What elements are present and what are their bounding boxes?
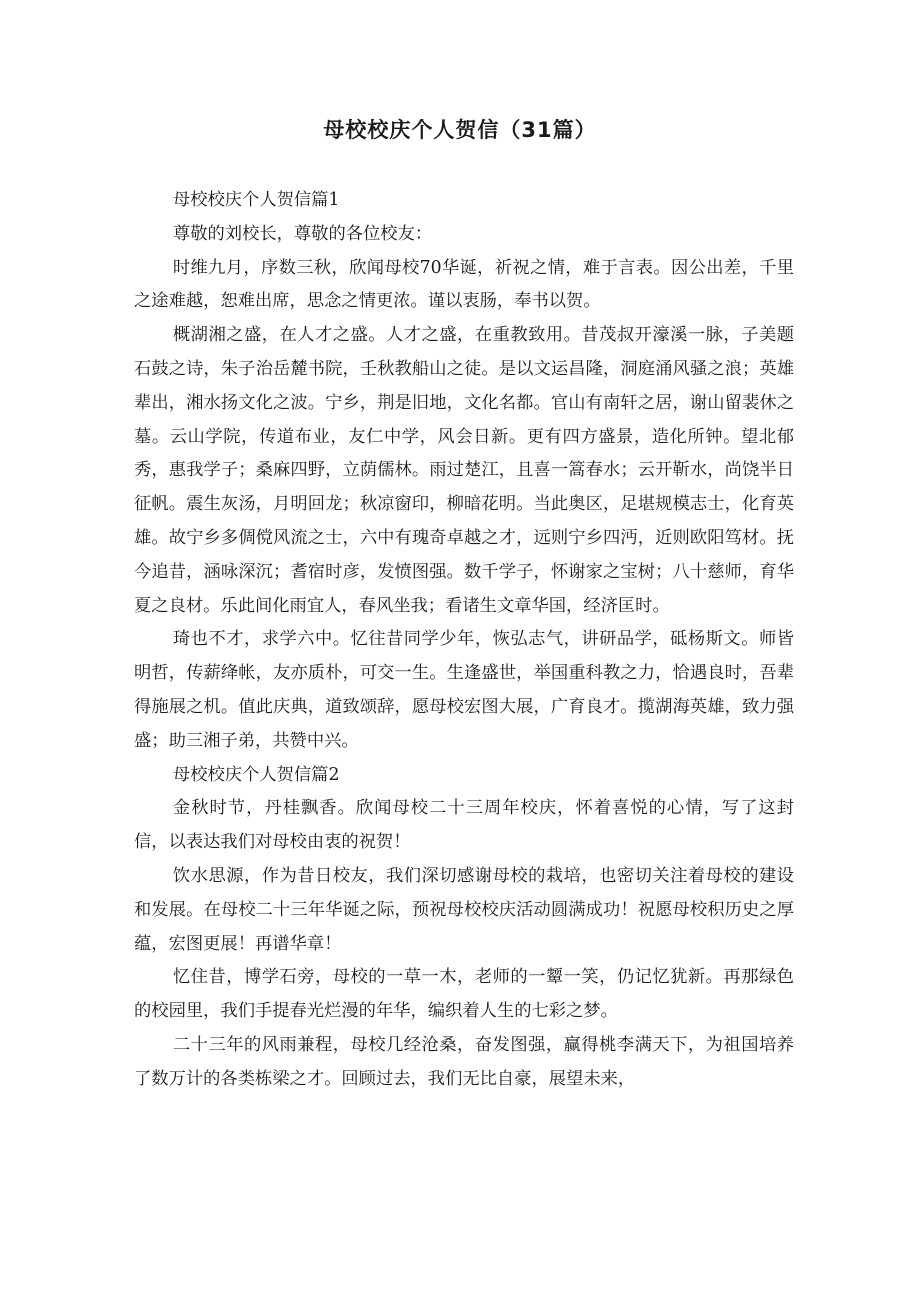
document-body [134, 184, 794, 1097]
section-heading-1: 母校校庆个人贺信篇1 [172, 190, 340, 210]
document-title: 母校校庆个人贺信（31篇） [323, 118, 597, 142]
body-paragraph: 琦也不才，求学六中。忆往昔同学少年，恢弘志气，讲研品学，砥杨斯文。师皆明哲，传薪绛帐，友亦质朴，可交一生。生逢盛世，举国重科教之力，恰遇良时，吾辈得施展之机。值此庆典，道致颂辞，愿母校宏图大展，广育良才。揽湖海英雄，致力强盛；助三湘子弟，共赞中兴。 [134, 629, 794, 751]
body-paragraph: 饮水思源，作为昔日校友，我们深切感谢母校的栽培，也密切关注着母校的建设和发展。在母校二十三年华诞之际，预祝母校校庆活动圆满成功！祝愿母校积历史之厚蕴，宏图更展！再谱华章！ [134, 865, 794, 954]
section-heading-2: 母校校庆个人贺信篇2 [172, 764, 340, 785]
body-paragraph: 忆住昔，博学石旁，母校的一草一木，老师的一颦一笑，仍记忆犹新。再那绿色的校园里，我们手提春光烂漫的年华，编织着人生的七彩之梦。 [134, 967, 794, 1022]
body-paragraph: 金秋时节，丹桂飘香。欣闻母校二十三周年校庆，怀着喜悦的心情，写了这封信，以表达我们对母校由衷的祝贺！ [134, 798, 794, 853]
body-paragraph: 概湖湘之盛，在人才之盛。人才之盛，在重教致用。昔茂叔开濠溪一脉，子美题石鼓之诗，朱子治岳麓书院，壬秋教船山之徒。是以文运昌隆，洞庭涌风骚之浪；英雄辈出，湘水扬文化之波。宁乡，荆是旧地，文化名都。官山有南轩之居，谢山留裴休之墓。云山学院，传道布业，友仁中学，风会日新。更有四方盛景，造化所钟。望北郁秀，惠我学子；桑麻四野，立荫儒林。雨过楚江，且喜一篙春水；云开靳水，尚饶半日征帆。震生灰汤，月明回龙；秋凉窗印，柳暗花明。当此奥区，足堪规模志士，化育英雄。故宁乡多倜傥风流之士，六中有瑰奇卓越之才，远则宁乡四沔，近则欧阳笃材。抚今追昔，涵咏深沉；耆宿时彦，发愤图强。数千学子，怀谢家之宝树；八十慈师，育华夏之良材。乐此间化雨宜人，春风坐我；看诸生文章华国，经济匡时。 [134, 325, 794, 616]
salutation: 尊敬的刘校长，尊敬的各位校友： [172, 223, 433, 244]
body-paragraph: 二十三年的风雨兼程，母校几经沧桑，奋发图强，赢得桃李满天下，为祖国培养了数万计的各类栋梁之才。回顾过去，我们无比自豪，展望未来， [134, 1034, 794, 1089]
body-paragraph: 时维九月，序数三秋，欣闻母校70华诞，祈祝之情，难于言表。因公出差，千里之途难越，恕难出席，思念之情更浓。谨以衷肠，奉书以贺。 [134, 257, 794, 312]
